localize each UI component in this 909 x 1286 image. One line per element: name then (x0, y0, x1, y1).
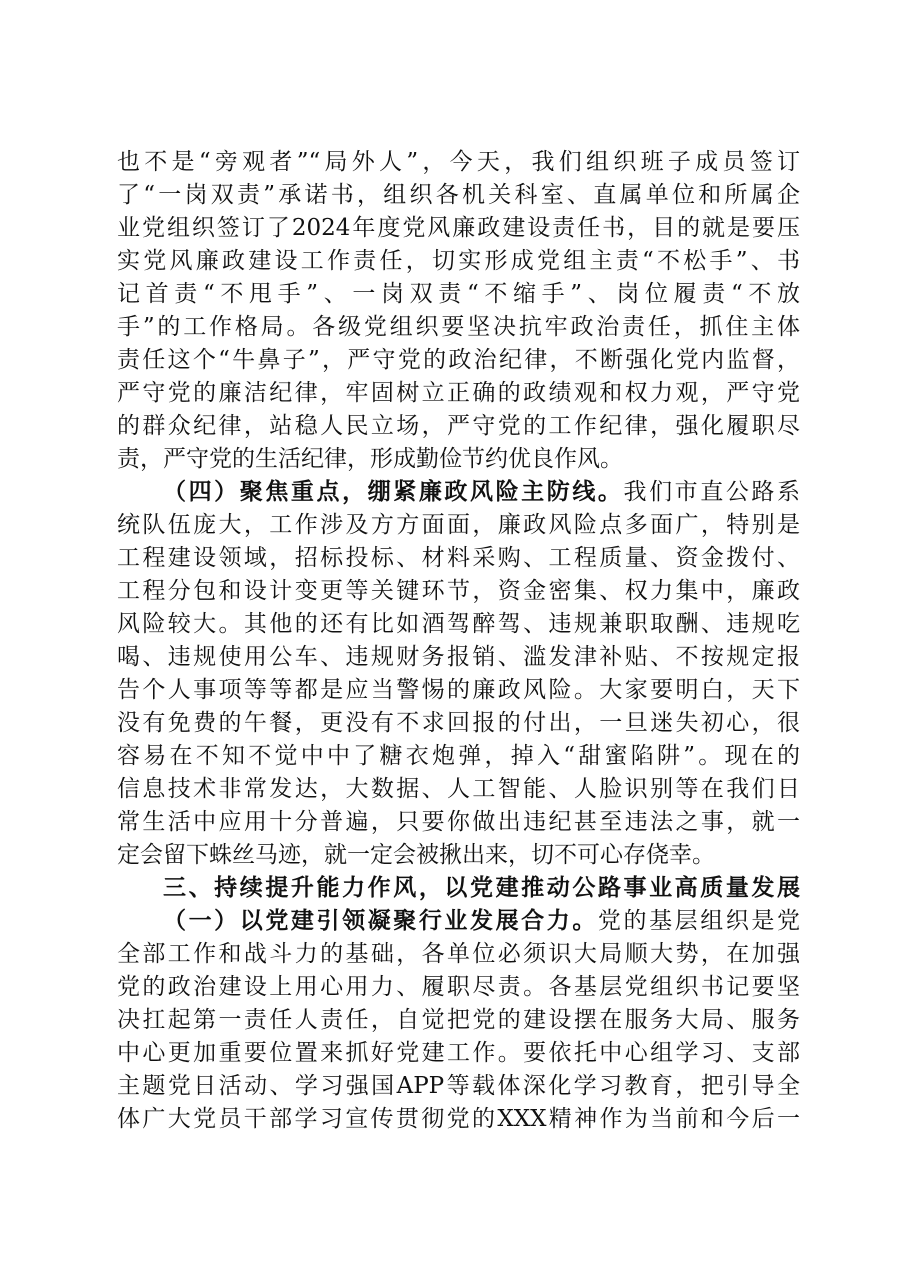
body-line: 党的政治建设上用心用力、履职尽责。各基层党组织书记要坚 (117, 974, 800, 1000)
body-line: 责任这个“牛鼻子”，严守党的政治纪律，不断强化党内监督， (117, 347, 800, 373)
body-text: 党的基层组织是党 (597, 908, 800, 934)
body-line: 记首责“不甩手”、一岗双责“不缩手”、岗位履责“不放 (117, 281, 800, 307)
body-line: 决扛起第一责任人责任，自觉把党的建设摆在服务大局、服务 (117, 1007, 800, 1033)
body-line: 实党风廉政建设工作责任，切实形成党组主责“不松手”、书 (117, 248, 800, 274)
body-line: 全部工作和战斗力的基础，各单位必须识大局顺大势，在加强 (117, 941, 800, 967)
body-line: 工程建设领域，招标投标、材料采购、工程质量、资金拨付、 (117, 545, 800, 571)
section-heading: 三、持续提升能力作风，以党建推动公路事业高质量发展 (163, 875, 800, 901)
body-line: 喝、违规使用公车、违规财务报销、滥发津补贴、不按规定报 (117, 644, 800, 670)
body-line: 统队伍庞大，工作涉及方方面面，廉政风险点多面广，特别是 (117, 512, 800, 538)
body-line: 了“一岗双责”承诺书，组织各机关科室、直属单位和所属企 (117, 182, 800, 208)
body-line: 告个人事项等等都是应当警惕的廉政风险。大家要明白，天下 (117, 677, 800, 703)
body-line: 没有免费的午餐，更没有不求回报的付出，一旦迷失初心，很 (117, 710, 800, 736)
paragraph-first-line (163, 906, 800, 936)
body-line: 容易在不知不觉中中了糖衣炮弹，掉入“甜蜜陷阱”。现在的 (117, 743, 800, 769)
body-line: 也不是“旁观者”“局外人”，今天，我们组织班子成员签订 (117, 149, 800, 175)
subheading-4: （四）聚焦重点，绷紧廉政风险主防线。 (163, 478, 624, 505)
paragraph-first-line (163, 477, 800, 507)
subheading-1: （一）以党建引领凝聚行业发展合力。 (163, 907, 598, 934)
body-line: 中心更加重要位置来抓好党建工作。要依托中心组学习、支部 (117, 1040, 800, 1066)
body-line: 手”的工作格局。各级党组织要坚决抗牢政治责任，抓住主体 (117, 314, 800, 340)
body-line: 信息技术非常发达，大数据、人工智能、人脸识别等在我们日 (117, 776, 800, 802)
body-line: 常生活中应用十分普遍，只要你做出违纪甚至违法之事，就一 (117, 809, 800, 835)
body-line: 工程分包和设计变更等关键环节，资金密集、权力集中，廉政 (117, 578, 800, 604)
body-line: 的群众纪律，站稳人民立场，严守党的工作纪律，强化履职尽 (117, 413, 800, 439)
body-line: 定会留下蛛丝马迹，就一定会被揪出来，切不可心存侥幸。 (117, 842, 715, 868)
body-line: 责，严守党的生活纪律，形成勤俭节约优良作风。 (117, 446, 623, 472)
body-line: 业党组织签订了2024年度党风廉政建设责任书，目的就是要压 (117, 215, 800, 241)
body-line: 严守党的廉洁纪律，牢固树立正确的政绩观和权力观，严守党 (117, 380, 800, 406)
body-line: 风险较大。其他的还有比如酒驾醉驾、违规兼职取酬、违规吃 (117, 611, 800, 637)
body-line: 体广大党员干部学习宣传贯彻党的XXX精神作为当前和今后一 (117, 1106, 800, 1132)
body-text: 我们市直公路系 (623, 479, 800, 505)
body-line: 主题党日活动、学习强国APP等载体深化学习教育，把引导全 (117, 1073, 800, 1099)
